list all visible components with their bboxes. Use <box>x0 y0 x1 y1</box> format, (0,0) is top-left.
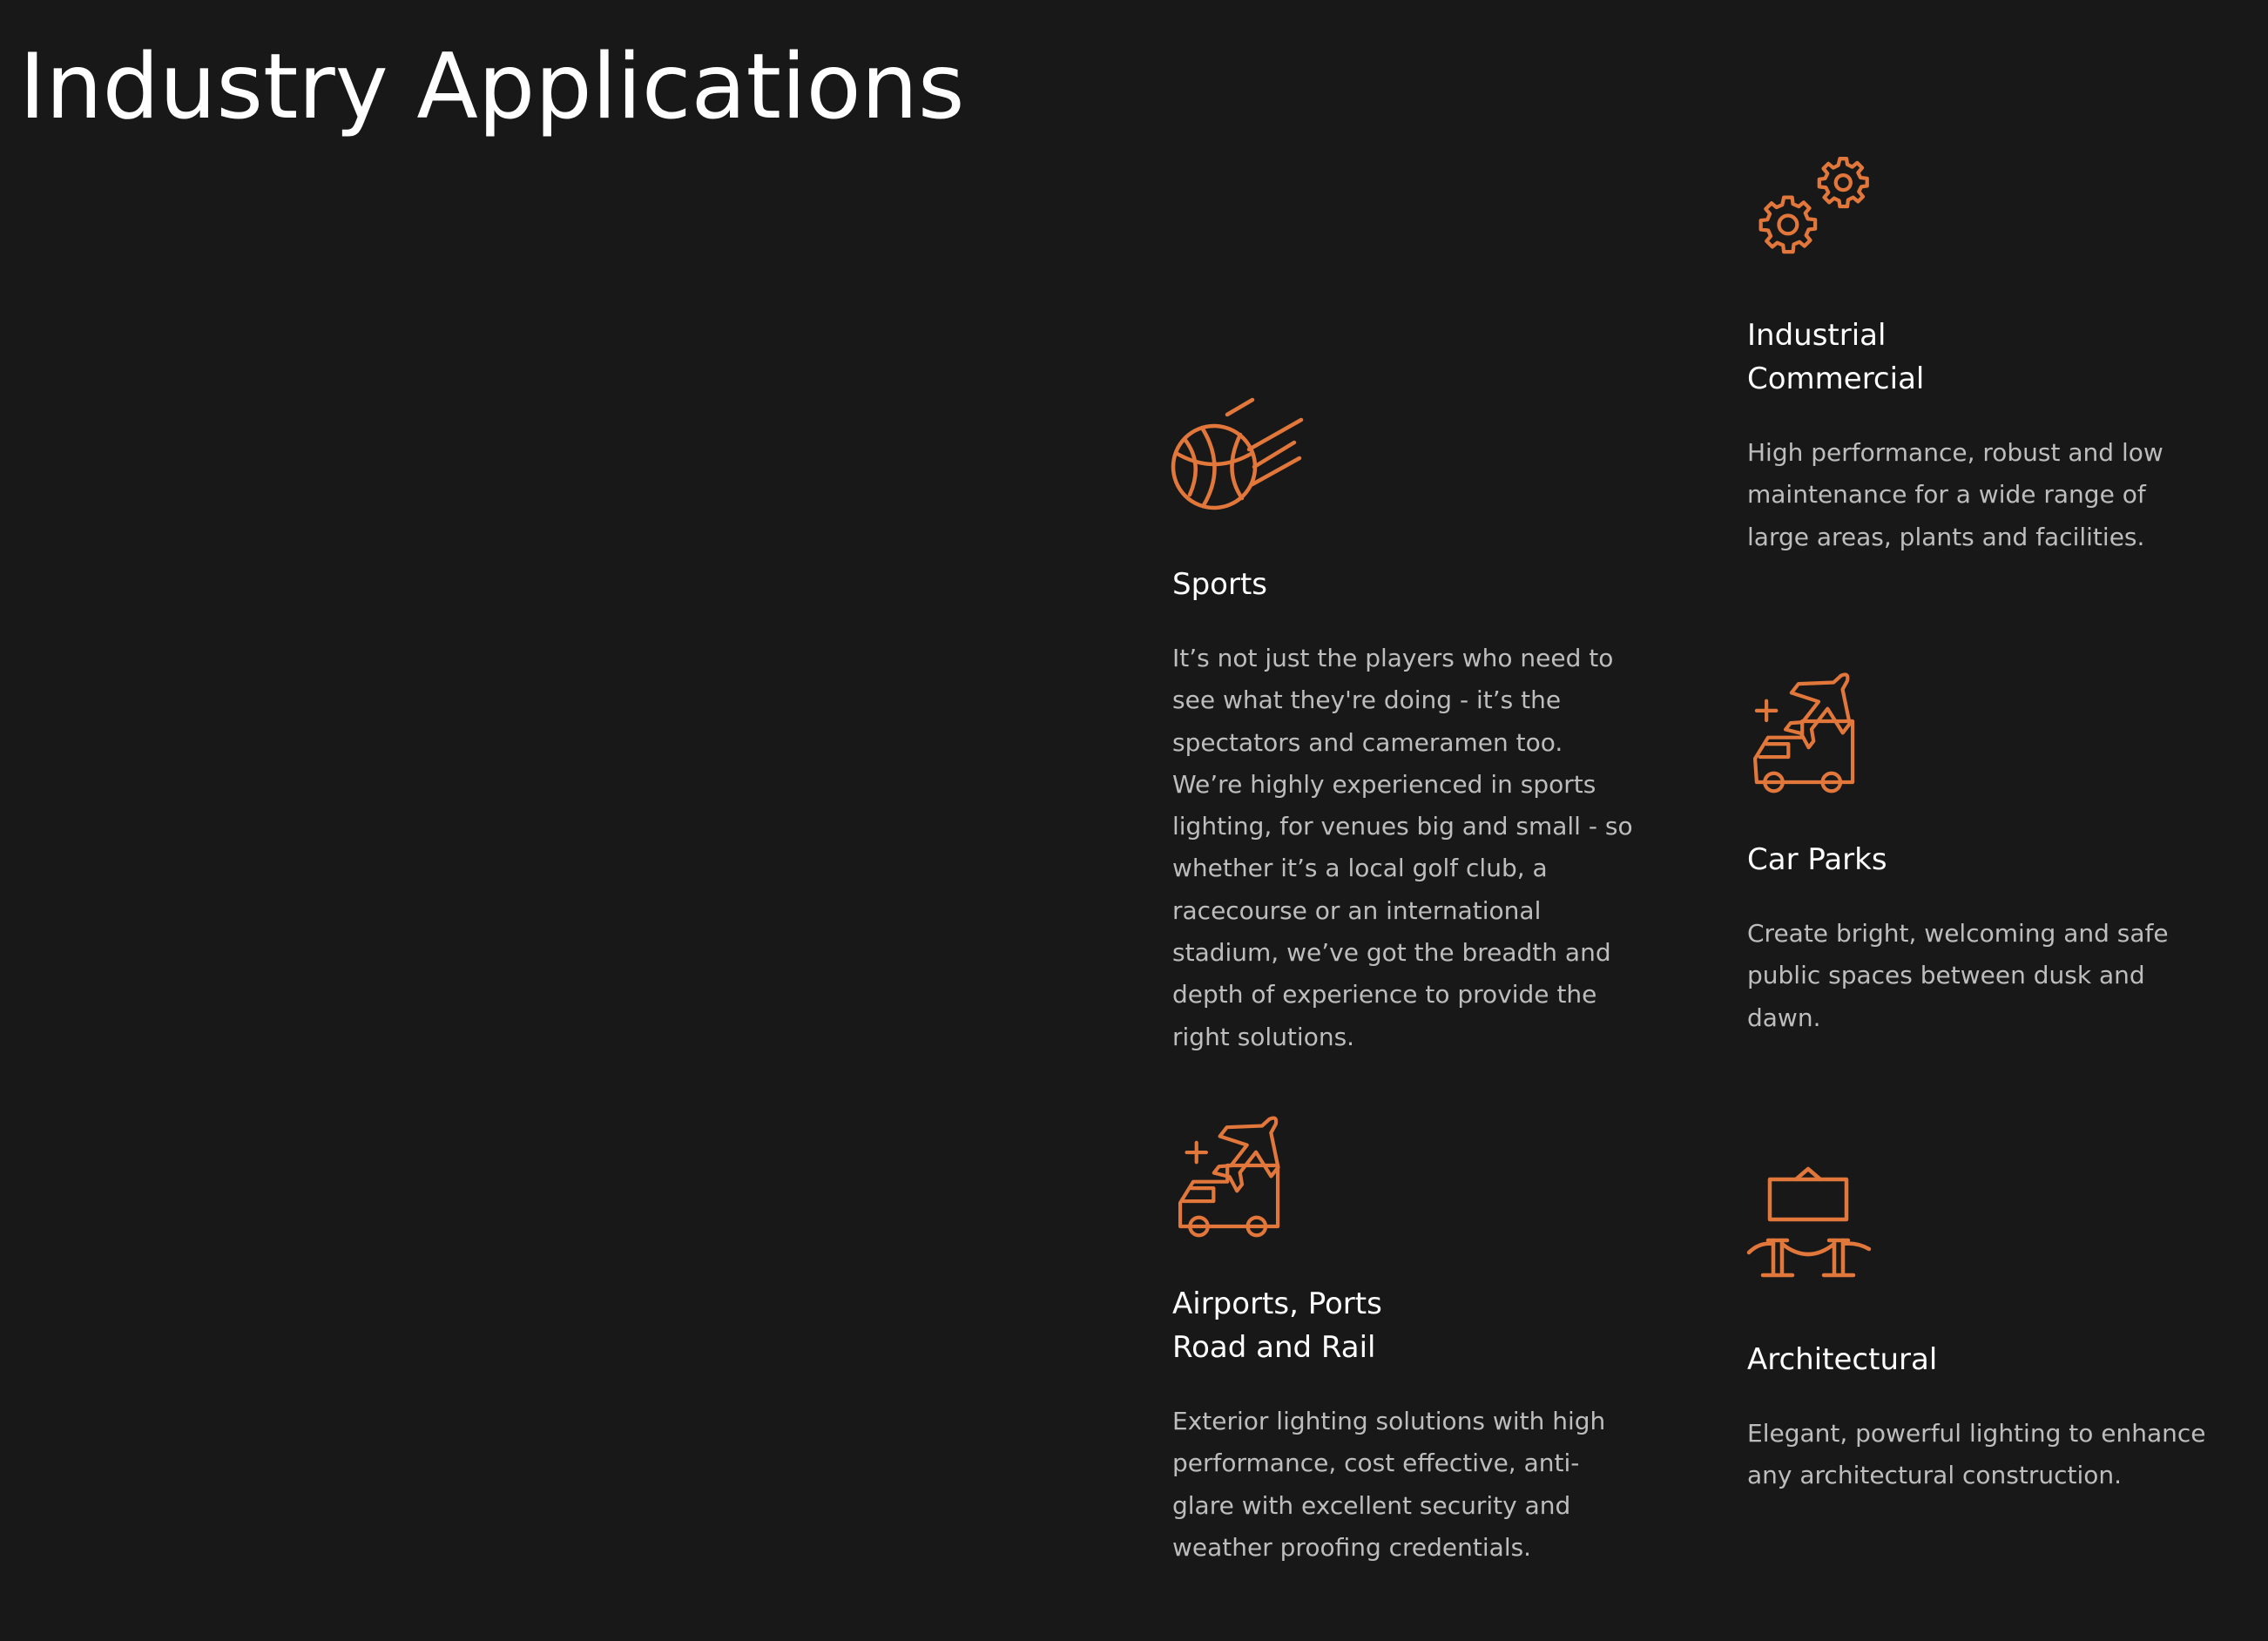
card-title <box>1172 1282 1643 1369</box>
card-title-line-1: Architectural <box>1747 1342 1938 1377</box>
gears-icon <box>1747 146 1887 275</box>
card-title-line-1: Industrial <box>1747 318 1887 353</box>
card-description: It’s not just the players who need to see what they're doing - it’s the spectators and cameramen too. We’re highly experienced in sports lighting, for venues big and small - so whether it’s a local golf club, a racecourse or an international stadium, we’ve got the breadth and depth of experience to provide the right solutions. <box>1172 644 1633 1051</box>
card-title-line-2: Road and Rail <box>1172 1330 1376 1365</box>
card-description: Exterior lighting solutions with high performance, cost effective, anti-glare with excellent security and weather proofing credentials. <box>1172 1407 1606 1562</box>
card-car-parks <box>1747 672 2217 1039</box>
card-architectural <box>1747 1164 2217 1497</box>
card-description: Elegant, powerful lighting to enhance any architectural construction. <box>1747 1419 2206 1490</box>
card-title-line-1: Sports <box>1172 567 1267 602</box>
truck-plane-icon <box>1747 672 1887 803</box>
card-title <box>1747 314 2217 401</box>
basketball-icon <box>1172 394 1312 512</box>
card-description: High performance, robust and low maintenance for a wide range of large areas, plants and facilities. <box>1747 438 2163 551</box>
page-title: Industry Applications <box>19 35 965 139</box>
truck-plane-icon <box>1172 1117 1312 1247</box>
card-title-line-1: Car Parks <box>1747 842 1887 877</box>
card-sports <box>1172 394 1643 1058</box>
card-industrial-commercial <box>1747 146 2217 558</box>
card-airports-ports-road-rail <box>1172 1117 1643 1569</box>
card-title <box>1747 838 2217 881</box>
card-title <box>1747 1338 2217 1381</box>
card-title-line-2: Commercial <box>1747 361 1925 396</box>
card-description: Create bright, welcoming and safe public spaces between dusk and dawn. <box>1747 919 2169 1032</box>
card-title <box>1172 563 1643 606</box>
exhibit-sign-icon <box>1747 1164 1887 1282</box>
card-title-line-1: Airports, Ports <box>1172 1286 1382 1321</box>
